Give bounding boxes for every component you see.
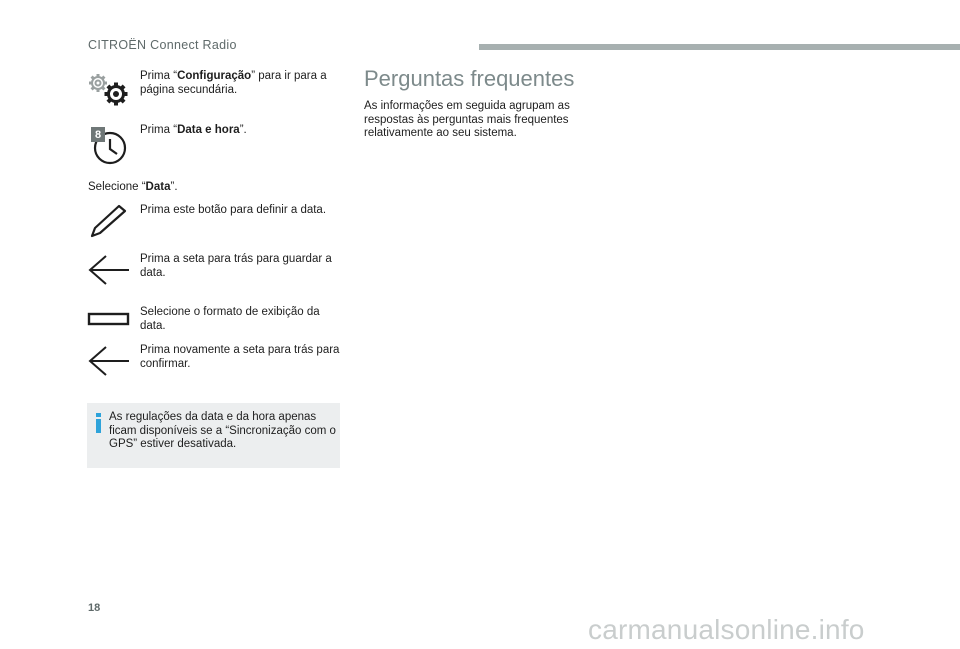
- step-back-save-text: Prima a seta para trás para guardar a data.: [140, 253, 332, 279]
- format-bar-icon: [86, 304, 132, 344]
- page-number: 18: [88, 602, 101, 614]
- step-back-confirm-text: Prima novamente a seta para trás para confirmar.: [140, 344, 340, 370]
- clock-icon: [86, 122, 132, 162]
- step-date-time-text: Prima “Data e hora”.: [140, 124, 247, 136]
- calendar-badge: 8: [95, 129, 102, 141]
- back-arrow-icon: [86, 250, 132, 290]
- step-select-date: Selecione “Data”.: [88, 181, 178, 193]
- gears-icon: [86, 70, 132, 110]
- step-format-text: Selecione o formato de exibição da data.: [140, 306, 320, 332]
- step-edit-text: Prima este botão para definir a data.: [140, 204, 327, 216]
- pencil-icon: [86, 200, 132, 240]
- info-text: As regulações da data e da hora apenas ficam disponíveis se a “Sincronização com o GPS” estiver desativada.: [109, 411, 336, 450]
- info-icon: [95, 413, 103, 438]
- header-title: CITROËN Connect Radio: [88, 38, 237, 52]
- back-arrow-icon: [86, 341, 132, 381]
- header-bar: [479, 44, 960, 50]
- faq-body: As informações em seguida agrupam as respostas às perguntas mais frequentes relativamente ao seu sistema.: [364, 100, 570, 139]
- watermark: carmanualsonline.info: [588, 614, 865, 645]
- step-settings-text: Prima “Configuração” para ir para a página secundária.: [140, 70, 327, 96]
- info-box: [87, 403, 340, 468]
- faq-heading: Perguntas frequentes: [364, 66, 575, 91]
